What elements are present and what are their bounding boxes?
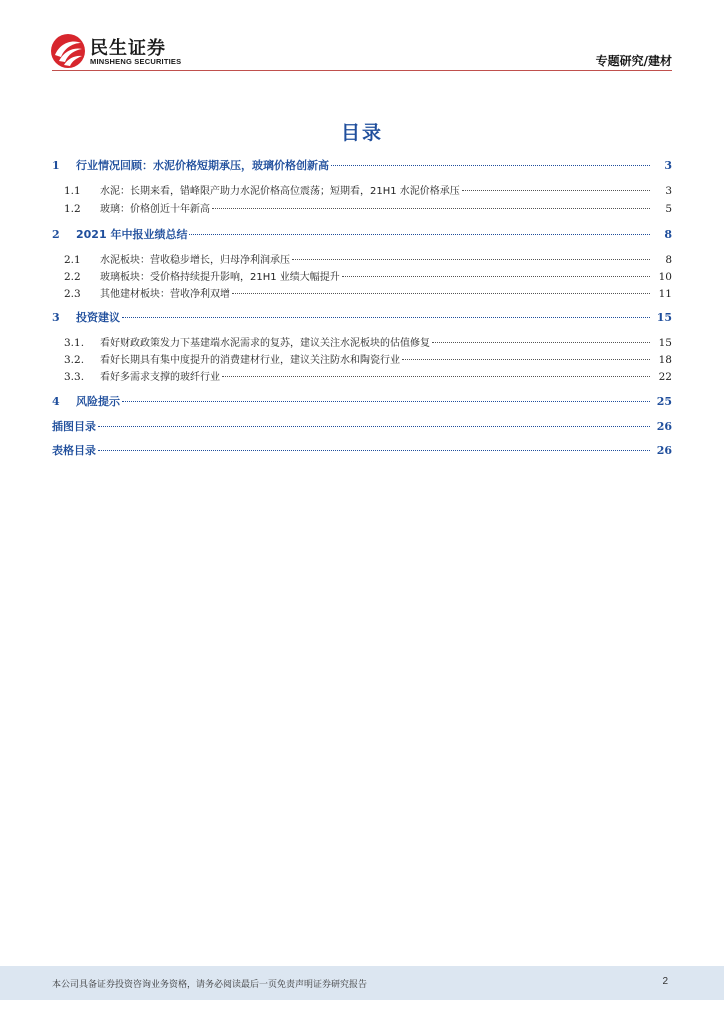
toc-entry-number: 2.1: [64, 254, 81, 266]
page-title: 目录: [340, 122, 383, 144]
toc-leader-dots: [232, 293, 650, 294]
toc-leader-dots: [122, 317, 650, 318]
toc-entry-section-2[interactable]: [0, 226, 724, 242]
toc-entry-number: 1.1: [64, 185, 81, 197]
toc-entry-number: 3: [52, 311, 60, 324]
toc-entry-section-3[interactable]: [0, 309, 724, 325]
toc-entry-section-2-1[interactable]: [0, 251, 724, 267]
toc-entry-section-2-3[interactable]: [0, 285, 724, 301]
toc-leader-dots: [462, 190, 650, 191]
toc-leader-dots: [292, 259, 650, 260]
toc-entry-label: 玻璃：价格创近十年新高: [100, 204, 210, 215]
toc-entry-page: 11: [658, 288, 672, 300]
toc-leader-dots: [189, 234, 650, 235]
footer-disclaimer: 本公司具备证券投资咨询业务资格，请务必阅读最后一页免责声明证券研究报告: [52, 980, 368, 990]
toc-entry-label: 插图目录: [52, 420, 96, 433]
toc-entry-section-3-1[interactable]: [0, 334, 724, 350]
toc-entry-number: 2: [52, 228, 60, 241]
toc-entry-number: 2.2: [64, 271, 81, 283]
toc-entry-page: 10: [658, 271, 672, 283]
toc-entry-label: 看好长期具有集中度提升的消费建材行业，建议关注防水和陶瓷行业: [100, 355, 400, 366]
toc-entry-label: 水泥板块：营收稳步增长，归母净利润承压: [100, 255, 290, 266]
toc-leader-dots: [402, 359, 650, 360]
toc-leader-dots: [212, 208, 650, 209]
toc-entry-section-1-2[interactable]: [0, 200, 724, 216]
page-header: [0, 0, 724, 76]
toc-entry-number: 3.2.: [64, 354, 85, 366]
toc-leader-dots: [98, 450, 650, 451]
toc-entry-section-3-2[interactable]: [0, 351, 724, 367]
toc-entry-label: 玻璃板块：受价格持续提升影响，21H1 业绩大幅提升: [100, 272, 340, 283]
toc-entry-section-1[interactable]: [0, 157, 724, 173]
page-footer: [0, 966, 724, 1000]
toc-entry-label: 表格目录: [52, 444, 96, 457]
toc-entry-number: 3.1.: [64, 337, 85, 349]
toc-entry-label: 看好多需求支撑的玻纤行业: [100, 372, 220, 383]
toc-entry-label: 水泥：长期来看，错峰限产助力水泥价格高位震荡；短期看，21H1 水泥价格承压: [100, 186, 460, 197]
toc-entry-page: 25: [656, 395, 672, 408]
toc-entry-label: 看好财政政策发力下基建端水泥需求的复苏，建议关注水泥板块的估值修复: [100, 338, 430, 349]
toc-entry-label: 投资建议: [76, 311, 120, 324]
toc-entry-label: 风险提示: [76, 395, 120, 408]
toc-entry-label: 2021 年中报业绩总结: [76, 228, 188, 241]
toc-entry-section-4[interactable]: [0, 393, 724, 409]
page-number: 2: [662, 976, 668, 987]
toc-entry-section-1-1[interactable]: [0, 182, 724, 198]
toc-leader-dots: [331, 165, 650, 166]
toc-entry-section-2-2[interactable]: [0, 268, 724, 284]
toc-entry-number: 3.3.: [64, 371, 85, 383]
toc-entry-label: 其他建材板块：营收净利双增: [100, 289, 230, 300]
toc-entry-number: 1.2: [64, 203, 81, 215]
toc-entry-page: 8: [664, 228, 672, 241]
toc-leader-dots: [122, 401, 650, 402]
document-category: 专题研究/建材: [595, 54, 672, 68]
toc-entry-number: 2.3: [64, 288, 81, 300]
toc-entry-page: 8: [665, 254, 672, 266]
toc-entry-number: 4: [52, 395, 60, 408]
toc-entry-page: 3: [665, 185, 672, 197]
logo-text-chinese: 民生证券: [90, 38, 166, 59]
toc-entry-page: 15: [656, 311, 672, 324]
toc-entry-page: 26: [656, 420, 672, 433]
toc-entry-page: 22: [658, 371, 672, 383]
toc-entry-label: 行业情况回顾：水泥价格短期承压，玻璃价格创新高: [76, 159, 329, 172]
toc-entry-figure-index[interactable]: [0, 418, 724, 434]
company-logo: [50, 33, 200, 69]
toc-entry-section-3-3[interactable]: [0, 368, 724, 384]
toc-leader-dots: [98, 426, 650, 427]
toc-entry-number: 1: [52, 159, 60, 172]
toc-leader-dots: [222, 376, 650, 377]
toc-entry-page: 26: [656, 444, 672, 457]
toc-leader-dots: [432, 342, 650, 343]
toc-entry-page: 5: [665, 203, 672, 215]
toc-entry-table-index[interactable]: [0, 442, 724, 458]
header-divider: [52, 70, 672, 71]
logo-text-english: MINSHENG SECURITIES: [90, 57, 182, 66]
minsheng-logo-icon: [50, 33, 86, 69]
toc-entry-page: 18: [658, 354, 672, 366]
toc-entry-page: 3: [664, 159, 672, 172]
toc-entry-page: 15: [658, 337, 672, 349]
toc-leader-dots: [342, 276, 650, 277]
